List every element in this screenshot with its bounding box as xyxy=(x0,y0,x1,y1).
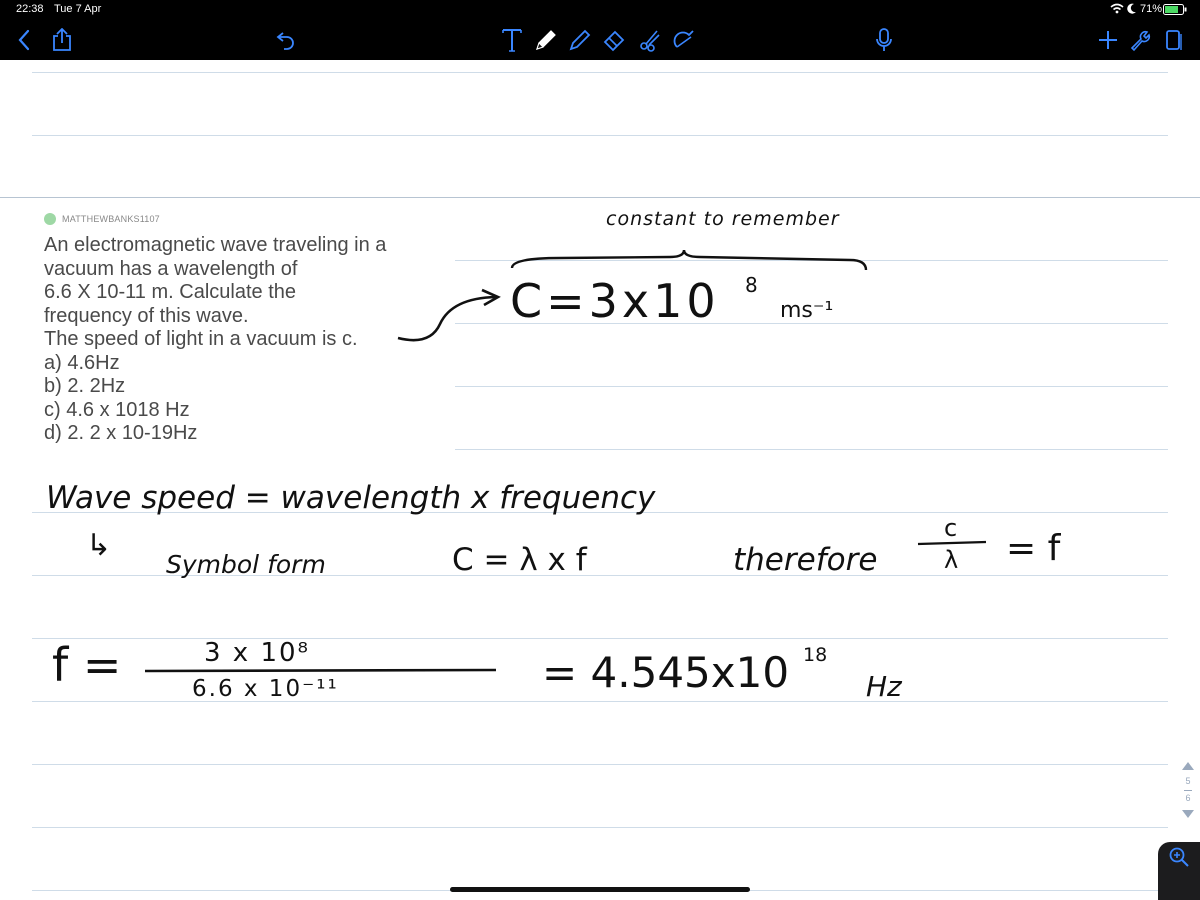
pointer-arrow-stroke xyxy=(398,297,496,340)
question-line: frequency of this wave. xyxy=(44,304,249,327)
answer-option: c) 4.6 x 1018 Hz xyxy=(44,398,190,421)
page-up-icon[interactable] xyxy=(1182,762,1194,770)
result-value: = 4.545x10 xyxy=(542,648,790,697)
fraction-denominator: 6.6 x 10⁻¹¹ xyxy=(192,676,339,702)
brace-stroke xyxy=(512,250,866,270)
status-date: Tue 7 Apr xyxy=(54,3,102,15)
fraction-line-small xyxy=(918,542,986,544)
question-line: The speed of light in a vacuum is c. xyxy=(44,328,358,350)
fraction-line-large xyxy=(145,670,496,671)
total-pages: 6 xyxy=(1185,793,1191,803)
arrow: ↳ xyxy=(86,528,112,563)
therefore-label: therefore xyxy=(733,542,878,578)
wave-equation: Wave speed = wavelength x frequency xyxy=(46,480,656,516)
answer-option: a) 4.6Hz xyxy=(44,351,120,374)
magnifier-plus-icon xyxy=(1168,846,1190,873)
home-indicator[interactable] xyxy=(450,887,750,892)
status-time: 22:38 xyxy=(16,3,44,15)
constant-unit: ms⁻¹ xyxy=(780,298,834,323)
question-line: vacuum has a wavelength of xyxy=(44,257,298,280)
fraction-numerator: 3 x 10⁸ xyxy=(204,638,310,668)
constant-exponent: 8 xyxy=(745,273,758,297)
question-author: MATTHEWBANKS1107 xyxy=(62,214,160,224)
zoom-button[interactable] xyxy=(1158,842,1200,900)
symbol-equation: C = λ x f xyxy=(452,542,587,578)
question-line: 6.6 X 10-11 m. Calculate the xyxy=(44,281,296,303)
page-down-icon[interactable] xyxy=(1182,810,1194,818)
rearranged-numerator: c xyxy=(944,514,958,542)
constant-formula: C=3x10 xyxy=(510,274,720,328)
rearranged-rhs: = f xyxy=(1006,528,1061,569)
note-label: constant to remember xyxy=(606,208,840,230)
result-exponent: 18 xyxy=(803,644,828,666)
question-line: An electromagnetic wave traveling in a xyxy=(44,234,387,256)
current-page: 5 xyxy=(1185,776,1191,786)
result-unit: Hz xyxy=(866,670,902,703)
symbol-form-label: Symbol form xyxy=(166,550,326,579)
battery-percent: 71% xyxy=(1140,3,1163,15)
f-label: f = xyxy=(52,638,122,692)
page-divider xyxy=(1184,790,1192,791)
rearranged-denominator: λ xyxy=(944,546,959,574)
answer-option: b) 2. 2Hz xyxy=(44,375,126,397)
page-navigator[interactable] xyxy=(1176,760,1200,824)
answer-option: d) 2. 2 x 10-19Hz xyxy=(44,422,198,444)
